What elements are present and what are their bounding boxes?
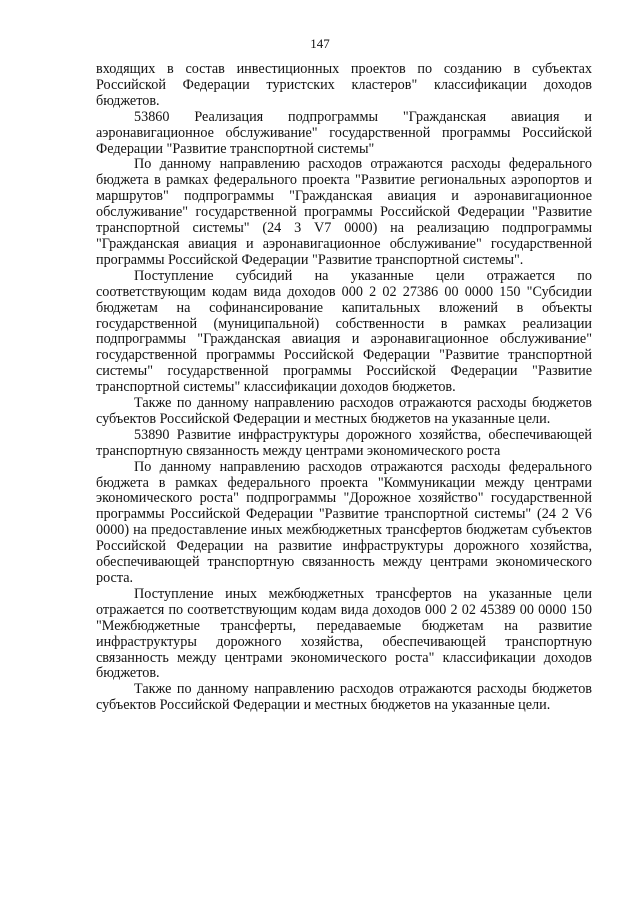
paragraph-53860-regional: Также по данному направлению расходов отражаются расходы бюджетов субъектов Российской Федерации и местных бюджетов на указанные цели. <box>96 395 592 427</box>
paragraph-53890-transfers: Поступление иных межбюджетных трансфертов на указанные цели отражается по соответствующим кодам вида доходов 000 2 02 45389 00 0000 150 "Межбюджетные трансферты, передаваемые бюджетам на развитие инфраструктуры дорожного хозяйства, обеспечивающей транспортную связанность между центрами экономического роста" классификации доходов бюджетов. <box>96 585 592 682</box>
page-number: 147 <box>310 36 330 51</box>
document-body <box>96 62 592 714</box>
paragraph-53860-expenses: По данному направлению расходов отражаются расходы федерального бюджета в рамках федерального проекта "Развитие региональных аэропортов и маршрутов" подпрограммы "Гражданская авиация и аэронавигационное обслуживание" государственной программы Российской Федерации "Развитие транспортной системы" (24 3 V7 0000) на реализацию подпрограммы "Гражданская авиация и аэронавигационное обслуживание" государственной программы Российской Федерации "Развитие транспортной системы". <box>96 156 592 268</box>
paragraph-heading-53890: 53890 Развитие инфраструктуры дорожного хозяйства, обеспечивающей транспортную связанность между центрами экономического роста <box>96 426 592 459</box>
paragraph-53890-expenses: По данному направлению расходов отражаются расходы федерального бюджета в рамках федерального проекта "Коммуникации между центрами экономического роста" подпрограммы "Дорожное хозяйство" государственной программы Российской Федерации "Развитие транспортной системы" (24 2 V6 0000) на предоставление иных межбюджетных трансфертов бюджетам субъектов Российской Федерации на развитие инфраструктуры дорожного хозяйства, обеспечивающей транспортную связанность между центрами экономического роста. <box>96 458 592 586</box>
paragraph-53860-subsidies: Поступление субсидий на указанные цели отражается по соответствующим кодам вида доходов 000 2 02 27386 00 0000 150 "Субсидии бюджетам на софинансирование капитальных вложений в объекты государственной (муниципальной) собственности в рамках реализации подпрограммы "Гражданская авиация и аэронавигационное обслуживание" государственной программы Российской Федерации "Развитие транспортной системы" государственной программы Российской Федерации "Развитие транспортной системы" классификации доходов бюджетов. <box>96 267 592 396</box>
paragraph-continuation: входящих в состав инвестиционных проектов по созданию в субъектах Российской Федерации туристских кластеров" классификации доходов бюджетов. <box>96 61 592 109</box>
paragraph-53890-regional: Также по данному направлению расходов отражаются расходы бюджетов субъектов Российской Федерации и местных бюджетов на указанные цели. <box>96 681 592 714</box>
paragraph-heading-53860: 53860 Реализация подпрограммы "Гражданская авиация и аэронавигационное обслуживание" государственной программы Российской Федерации "Развитие транспортной системы" <box>96 108 592 157</box>
